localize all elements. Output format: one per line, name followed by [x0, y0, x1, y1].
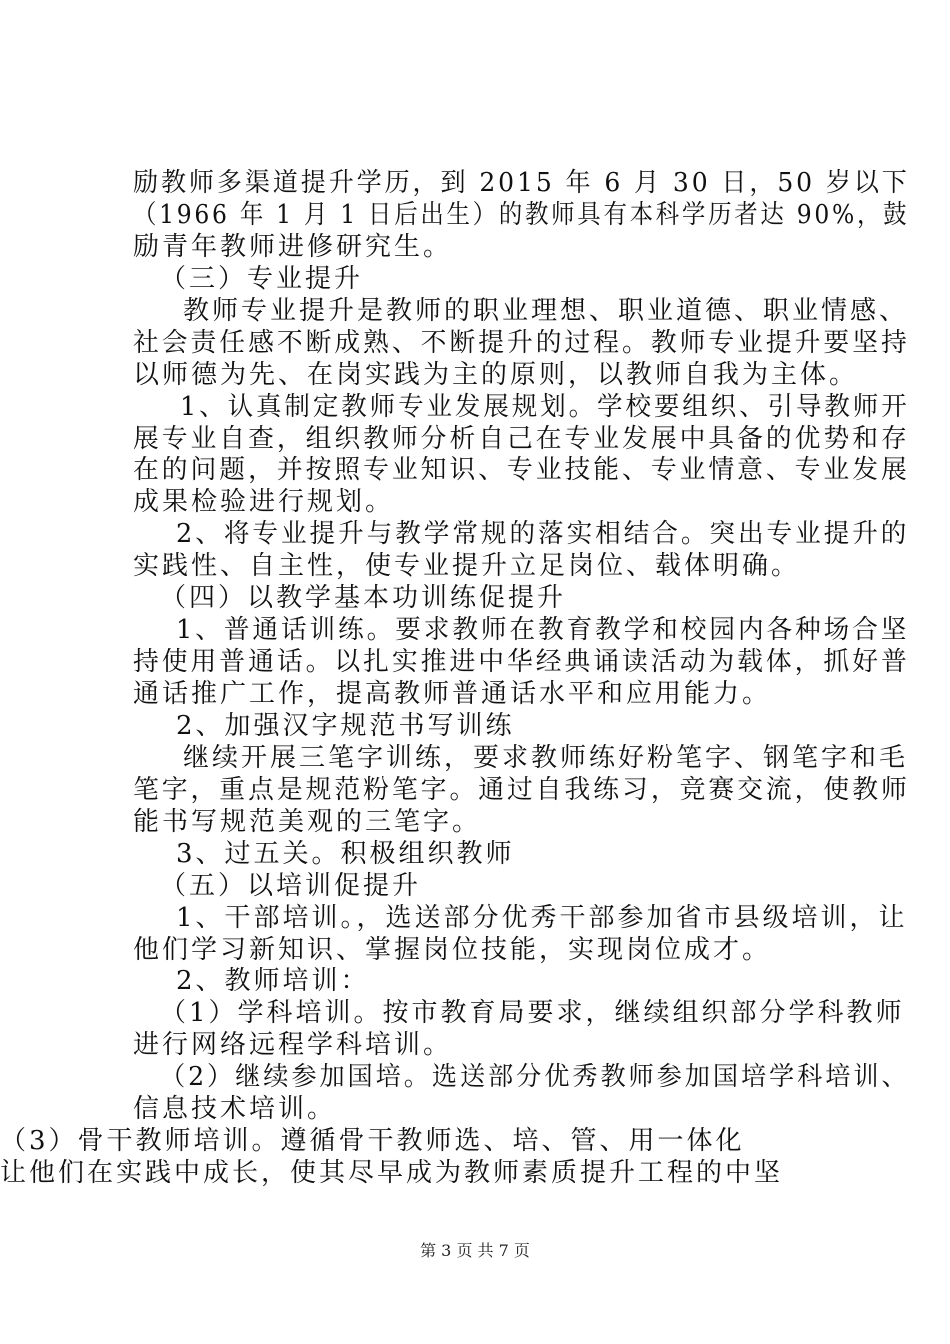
- text-line: 实践性、自主性，使专业提升立足岗位、载体明确。: [133, 551, 801, 581]
- text-line: 进行网络远程学科培训。: [133, 1030, 453, 1060]
- text-line: 持使用普通话。以扎实推进中华经典诵读活动为载体，抓好普: [133, 647, 910, 677]
- text-line: 励教师多渠道提升学历，到 2015 年 6 月 30 日，50 岁以下: [133, 168, 910, 198]
- section-heading: （四）以教学基本功训练促提升: [160, 583, 567, 613]
- text-line: 在的问题，并按照专业知识、专业技能、专业情意、专业发展: [133, 455, 910, 485]
- text-line: 通话推广工作，提高教师普通话水平和应用能力。: [133, 679, 772, 709]
- text-line: 能书写规范美观的三笔字。: [133, 807, 482, 837]
- page-number-footer: 第 3 页 共 7 页: [420, 1241, 530, 1260]
- section-heading: （三）专业提升: [160, 264, 364, 294]
- text-line: 2、加强汉字规范书写训练: [176, 711, 515, 741]
- text-line: 3、过五关。积极组织教师: [176, 839, 515, 869]
- text-line: 2、将专业提升与教学常规的落实相结合。突出专业提升的: [176, 519, 910, 549]
- text-line: 1、认真制定教师专业发展规划。学校要组织、引导教师开: [180, 392, 910, 422]
- section-heading: （五）以培训促提升: [160, 871, 422, 901]
- text-line: 1、普通话训练。要求教师在教育教学和校园内各种场合坚: [176, 615, 910, 645]
- text-line: 励青年教师进修研究生。: [133, 232, 453, 262]
- text-line: 信息技术培训。: [133, 1094, 337, 1124]
- text-line: 他们学习新知识、掌握岗位技能，实现岗位成才。: [133, 935, 772, 965]
- text-line: （1）学科培训。按市教育局要求，继续组织部分学科教师: [160, 998, 905, 1028]
- text-line: 笔字，重点是规范粉笔字。通过自我练习，竞赛交流，使教师: [133, 775, 910, 805]
- text-line: 教师专业提升是教师的职业理想、职业道德、职业情感、: [183, 296, 909, 326]
- text-line: 展专业自查，组织教师分析自己在专业发展中具备的优势和存: [133, 424, 910, 454]
- text-line: 继续开展三笔字训练，要求教师练好粉笔字、钢笔字和毛: [183, 743, 909, 773]
- text-line: 社会责任感不断成熟、不断提升的过程。教师专业提升要坚持: [133, 328, 910, 358]
- text-line: （1966 年 1 月 1 日后出生）的教师具有本科学历者达 90%，鼓: [133, 200, 910, 230]
- text-line: （3）骨干教师培训。遵循骨干教师选、培、管、用一体化: [0, 1126, 745, 1156]
- text-line: 以师德为先、在岗实践为主的原则，以教师自我为主体。: [133, 360, 859, 390]
- text-line: 让他们在实践中成长，使其尽早成为教师素质提升工程的中坚: [0, 1158, 784, 1188]
- text-line: 成果检验进行规划。: [133, 487, 395, 517]
- text-line: 1、干部培训。，选送部分优秀干部参加省市县级培训，让: [176, 903, 908, 933]
- text-line: 2、教师培训：: [176, 966, 370, 996]
- text-line: （2）继续参加国培。选送部分优秀教师参加国培学科培训、: [160, 1062, 910, 1092]
